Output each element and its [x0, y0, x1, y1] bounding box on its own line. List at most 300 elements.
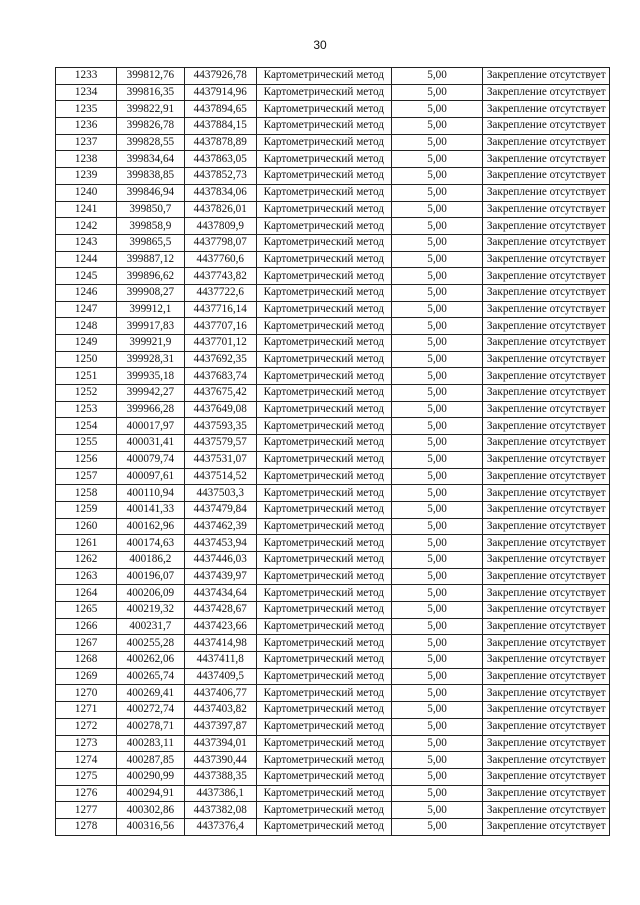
- table-row: [56, 818, 610, 835]
- y-coordinate-cell: 4437531,07: [184, 451, 256, 468]
- y-coordinate-cell: 4437446,03: [184, 551, 256, 568]
- method-cell: Картометрический метод: [256, 501, 391, 518]
- point-number-cell: 1268: [56, 652, 117, 669]
- point-number-cell: 1260: [56, 518, 117, 535]
- fixation-cell: Закрепление отсутствует: [483, 618, 610, 635]
- fixation-cell: Закрепление отсутствует: [483, 485, 610, 502]
- coordinates-table: [55, 67, 610, 836]
- fixation-cell: Закрепление отсутствует: [483, 718, 610, 735]
- y-coordinate-cell: 4437390,44: [184, 752, 256, 769]
- method-cell: Картометрический метод: [256, 585, 391, 602]
- table-row: [56, 752, 610, 769]
- fixation-cell: Закрепление отсутствует: [483, 318, 610, 335]
- table-row: [56, 134, 610, 151]
- x-coordinate-cell: 400262,06: [117, 652, 184, 669]
- y-coordinate-cell: 4437826,01: [184, 201, 256, 218]
- table-row: [56, 635, 610, 652]
- error-cell: 5,00: [391, 735, 483, 752]
- method-cell: Картометрический метод: [256, 568, 391, 585]
- y-coordinate-cell: 4437894,65: [184, 101, 256, 118]
- x-coordinate-cell: 400017,97: [117, 418, 184, 435]
- table-row: [56, 585, 610, 602]
- x-coordinate-cell: 399908,27: [117, 284, 184, 301]
- method-cell: Картометрический метод: [256, 518, 391, 535]
- fixation-cell: Закрепление отсутствует: [483, 234, 610, 251]
- x-coordinate-cell: 400283,11: [117, 735, 184, 752]
- fixation-cell: Закрепление отсутствует: [483, 268, 610, 285]
- error-cell: 5,00: [391, 101, 483, 118]
- x-coordinate-cell: 400031,41: [117, 435, 184, 452]
- point-number-cell: 1270: [56, 685, 117, 702]
- error-cell: 5,00: [391, 702, 483, 719]
- x-coordinate-cell: 400302,86: [117, 802, 184, 819]
- table-row: [56, 201, 610, 218]
- table-row: [56, 251, 610, 268]
- table-row: [56, 685, 610, 702]
- y-coordinate-cell: 4437462,39: [184, 518, 256, 535]
- method-cell: Картометрический метод: [256, 752, 391, 769]
- fixation-cell: Закрепление отсутствует: [483, 168, 610, 185]
- table-row: [56, 335, 610, 352]
- error-cell: 5,00: [391, 284, 483, 301]
- y-coordinate-cell: 4437760,6: [184, 251, 256, 268]
- y-coordinate-cell: 4437386,1: [184, 785, 256, 802]
- x-coordinate-cell: 399912,1: [117, 301, 184, 318]
- table-row: [56, 101, 610, 118]
- y-coordinate-cell: 4437683,74: [184, 368, 256, 385]
- table-row: [56, 535, 610, 552]
- method-cell: Картометрический метод: [256, 301, 391, 318]
- fixation-cell: Закрепление отсутствует: [483, 84, 610, 101]
- method-cell: Картометрический метод: [256, 351, 391, 368]
- x-coordinate-cell: 400272,74: [117, 702, 184, 719]
- fixation-cell: Закрепление отсутствует: [483, 602, 610, 619]
- fixation-cell: Закрепление отсутствует: [483, 101, 610, 118]
- table-row: [56, 268, 610, 285]
- x-coordinate-cell: 400186,2: [117, 551, 184, 568]
- y-coordinate-cell: 4437376,4: [184, 818, 256, 835]
- y-coordinate-cell: 4437514,52: [184, 468, 256, 485]
- point-number-cell: 1238: [56, 151, 117, 168]
- point-number-cell: 1259: [56, 501, 117, 518]
- y-coordinate-cell: 4437411,8: [184, 652, 256, 669]
- x-coordinate-cell: 400219,32: [117, 602, 184, 619]
- method-cell: Картометрический метод: [256, 118, 391, 135]
- fixation-cell: Закрепление отсутствует: [483, 568, 610, 585]
- table-row: [56, 284, 610, 301]
- table-row: [56, 702, 610, 719]
- table-row: [56, 68, 610, 85]
- table-row: [56, 652, 610, 669]
- method-cell: Картометрический метод: [256, 201, 391, 218]
- point-number-cell: 1233: [56, 68, 117, 85]
- fixation-cell: Закрепление отсутствует: [483, 401, 610, 418]
- x-coordinate-cell: 399850,7: [117, 201, 184, 218]
- x-coordinate-cell: 399966,28: [117, 401, 184, 418]
- error-cell: 5,00: [391, 635, 483, 652]
- fixation-cell: Закрепление отсутствует: [483, 785, 610, 802]
- x-coordinate-cell: 399887,12: [117, 251, 184, 268]
- method-cell: Картометрический метод: [256, 735, 391, 752]
- x-coordinate-cell: 399865,5: [117, 234, 184, 251]
- method-cell: Картометрический метод: [256, 618, 391, 635]
- point-number-cell: 1234: [56, 84, 117, 101]
- point-number-cell: 1254: [56, 418, 117, 435]
- method-cell: Картометрический метод: [256, 451, 391, 468]
- x-coordinate-cell: 399822,91: [117, 101, 184, 118]
- table-row: [56, 568, 610, 585]
- method-cell: Картометрический метод: [256, 668, 391, 685]
- fixation-cell: Закрепление отсутствует: [483, 251, 610, 268]
- error-cell: 5,00: [391, 318, 483, 335]
- point-number-cell: 1235: [56, 101, 117, 118]
- point-number-cell: 1249: [56, 335, 117, 352]
- table-row: [56, 435, 610, 452]
- fixation-cell: Закрепление отсутствует: [483, 802, 610, 819]
- method-cell: Картометрический метод: [256, 251, 391, 268]
- point-number-cell: 1245: [56, 268, 117, 285]
- fixation-cell: Закрепление отсутствует: [483, 118, 610, 135]
- fixation-cell: Закрепление отсутствует: [483, 468, 610, 485]
- y-coordinate-cell: 4437852,73: [184, 168, 256, 185]
- table-row: [56, 151, 610, 168]
- point-number-cell: 1264: [56, 585, 117, 602]
- table-row: [56, 468, 610, 485]
- method-cell: Картометрический метод: [256, 68, 391, 85]
- method-cell: Картометрический метод: [256, 685, 391, 702]
- error-cell: 5,00: [391, 84, 483, 101]
- error-cell: 5,00: [391, 268, 483, 285]
- error-cell: 5,00: [391, 668, 483, 685]
- error-cell: 5,00: [391, 535, 483, 552]
- method-cell: Картометрический метод: [256, 184, 391, 201]
- method-cell: Картометрический метод: [256, 635, 391, 652]
- x-coordinate-cell: 400290,99: [117, 768, 184, 785]
- point-number-cell: 1242: [56, 218, 117, 235]
- error-cell: 5,00: [391, 151, 483, 168]
- point-number-cell: 1246: [56, 284, 117, 301]
- point-number-cell: 1240: [56, 184, 117, 201]
- error-cell: 5,00: [391, 201, 483, 218]
- fixation-cell: Закрепление отсутствует: [483, 218, 610, 235]
- point-number-cell: 1274: [56, 752, 117, 769]
- table-row: [56, 518, 610, 535]
- point-number-cell: 1239: [56, 168, 117, 185]
- x-coordinate-cell: 400265,74: [117, 668, 184, 685]
- error-cell: 5,00: [391, 501, 483, 518]
- error-cell: 5,00: [391, 301, 483, 318]
- x-coordinate-cell: 399834,64: [117, 151, 184, 168]
- point-number-cell: 1276: [56, 785, 117, 802]
- fixation-cell: Закрепление отсутствует: [483, 668, 610, 685]
- y-coordinate-cell: 4437394,01: [184, 735, 256, 752]
- y-coordinate-cell: 4437926,78: [184, 68, 256, 85]
- point-number-cell: 1255: [56, 435, 117, 452]
- table-row: [56, 785, 610, 802]
- point-number-cell: 1256: [56, 451, 117, 468]
- fixation-cell: Закрепление отсутствует: [483, 768, 610, 785]
- table-row: [56, 118, 610, 135]
- point-number-cell: 1269: [56, 668, 117, 685]
- error-cell: 5,00: [391, 435, 483, 452]
- y-coordinate-cell: 4437743,82: [184, 268, 256, 285]
- x-coordinate-cell: 400206,09: [117, 585, 184, 602]
- error-cell: 5,00: [391, 602, 483, 619]
- table-row: [56, 718, 610, 735]
- table-row: [56, 451, 610, 468]
- point-number-cell: 1252: [56, 385, 117, 402]
- y-coordinate-cell: 4437593,35: [184, 418, 256, 435]
- point-number-cell: 1244: [56, 251, 117, 268]
- y-coordinate-cell: 4437809,9: [184, 218, 256, 235]
- y-coordinate-cell: 4437428,67: [184, 602, 256, 619]
- x-coordinate-cell: 400097,61: [117, 468, 184, 485]
- fixation-cell: Закрепление отсутствует: [483, 501, 610, 518]
- y-coordinate-cell: 4437388,35: [184, 768, 256, 785]
- x-coordinate-cell: 400255,28: [117, 635, 184, 652]
- point-number-cell: 1247: [56, 301, 117, 318]
- method-cell: Картометрический метод: [256, 268, 391, 285]
- method-cell: Картометрический метод: [256, 335, 391, 352]
- y-coordinate-cell: 4437798,07: [184, 234, 256, 251]
- point-number-cell: 1265: [56, 602, 117, 619]
- table-row: [56, 301, 610, 318]
- table-row: [56, 618, 610, 635]
- point-number-cell: 1275: [56, 768, 117, 785]
- fixation-cell: Закрепление отсутствует: [483, 351, 610, 368]
- fixation-cell: Закрепление отсутствует: [483, 335, 610, 352]
- fixation-cell: Закрепление отсутствует: [483, 702, 610, 719]
- method-cell: Картометрический метод: [256, 234, 391, 251]
- x-coordinate-cell: 399917,83: [117, 318, 184, 335]
- y-coordinate-cell: 4437414,98: [184, 635, 256, 652]
- point-number-cell: 1266: [56, 618, 117, 635]
- y-coordinate-cell: 4437863,05: [184, 151, 256, 168]
- x-coordinate-cell: 400231,7: [117, 618, 184, 635]
- point-number-cell: 1273: [56, 735, 117, 752]
- fixation-cell: Закрепление отсутствует: [483, 184, 610, 201]
- x-coordinate-cell: 399838,85: [117, 168, 184, 185]
- point-number-cell: 1271: [56, 702, 117, 719]
- y-coordinate-cell: 4437423,66: [184, 618, 256, 635]
- table-row: [56, 385, 610, 402]
- method-cell: Картометрический метод: [256, 435, 391, 452]
- fixation-cell: Закрепление отсутствует: [483, 735, 610, 752]
- fixation-cell: Закрепление отсутствует: [483, 201, 610, 218]
- error-cell: 5,00: [391, 418, 483, 435]
- method-cell: Картометрический метод: [256, 652, 391, 669]
- point-number-cell: 1262: [56, 551, 117, 568]
- point-number-cell: 1251: [56, 368, 117, 385]
- method-cell: Картометрический метод: [256, 418, 391, 435]
- fixation-cell: Закрепление отсутствует: [483, 752, 610, 769]
- x-coordinate-cell: 400269,41: [117, 685, 184, 702]
- table-row: [56, 351, 610, 368]
- y-coordinate-cell: 4437409,5: [184, 668, 256, 685]
- method-cell: Картометрический метод: [256, 318, 391, 335]
- y-coordinate-cell: 4437701,12: [184, 335, 256, 352]
- method-cell: Картометрический метод: [256, 768, 391, 785]
- table-row: [56, 184, 610, 201]
- x-coordinate-cell: 399828,55: [117, 134, 184, 151]
- x-coordinate-cell: 399935,18: [117, 368, 184, 385]
- y-coordinate-cell: 4437503,3: [184, 485, 256, 502]
- y-coordinate-cell: 4437722,6: [184, 284, 256, 301]
- method-cell: Картометрический метод: [256, 785, 391, 802]
- error-cell: 5,00: [391, 585, 483, 602]
- x-coordinate-cell: 399812,76: [117, 68, 184, 85]
- method-cell: Картометрический метод: [256, 551, 391, 568]
- error-cell: 5,00: [391, 451, 483, 468]
- error-cell: 5,00: [391, 652, 483, 669]
- y-coordinate-cell: 4437884,15: [184, 118, 256, 135]
- point-number-cell: 1278: [56, 818, 117, 835]
- fixation-cell: Закрепление отсутствует: [483, 635, 610, 652]
- method-cell: Картометрический метод: [256, 368, 391, 385]
- x-coordinate-cell: 400287,85: [117, 752, 184, 769]
- fixation-cell: Закрепление отсутствует: [483, 368, 610, 385]
- point-number-cell: 1243: [56, 234, 117, 251]
- y-coordinate-cell: 4437579,57: [184, 435, 256, 452]
- method-cell: Картометрический метод: [256, 602, 391, 619]
- table-row: [56, 368, 610, 385]
- error-cell: 5,00: [391, 618, 483, 635]
- table-row: [56, 485, 610, 502]
- table-row: [56, 318, 610, 335]
- point-number-cell: 1237: [56, 134, 117, 151]
- point-number-cell: 1267: [56, 635, 117, 652]
- point-number-cell: 1272: [56, 718, 117, 735]
- y-coordinate-cell: 4437382,08: [184, 802, 256, 819]
- error-cell: 5,00: [391, 134, 483, 151]
- x-coordinate-cell: 400196,07: [117, 568, 184, 585]
- fixation-cell: Закрепление отсутствует: [483, 518, 610, 535]
- fixation-cell: Закрепление отсутствует: [483, 418, 610, 435]
- x-coordinate-cell: 400141,33: [117, 501, 184, 518]
- error-cell: 5,00: [391, 335, 483, 352]
- method-cell: Картометрический метод: [256, 485, 391, 502]
- table-row: [56, 84, 610, 101]
- x-coordinate-cell: 400079,74: [117, 451, 184, 468]
- error-cell: 5,00: [391, 518, 483, 535]
- x-coordinate-cell: 400162,96: [117, 518, 184, 535]
- page-number: 30: [313, 38, 327, 52]
- error-cell: 5,00: [391, 118, 483, 135]
- error-cell: 5,00: [391, 218, 483, 235]
- point-number-cell: 1257: [56, 468, 117, 485]
- y-coordinate-cell: 4437834,06: [184, 184, 256, 201]
- x-coordinate-cell: 399846,94: [117, 184, 184, 201]
- error-cell: 5,00: [391, 184, 483, 201]
- table-row: [56, 602, 610, 619]
- x-coordinate-cell: 399896,62: [117, 268, 184, 285]
- fixation-cell: Закрепление отсутствует: [483, 301, 610, 318]
- error-cell: 5,00: [391, 818, 483, 835]
- point-number-cell: 1250: [56, 351, 117, 368]
- x-coordinate-cell: 399816,35: [117, 84, 184, 101]
- point-number-cell: 1258: [56, 485, 117, 502]
- method-cell: Картометрический метод: [256, 284, 391, 301]
- fixation-cell: Закрепление отсутствует: [483, 585, 610, 602]
- method-cell: Картометрический метод: [256, 168, 391, 185]
- method-cell: Картометрический метод: [256, 84, 391, 101]
- table-row: [56, 551, 610, 568]
- fixation-cell: Закрепление отсутствует: [483, 435, 610, 452]
- error-cell: 5,00: [391, 785, 483, 802]
- y-coordinate-cell: 4437434,64: [184, 585, 256, 602]
- y-coordinate-cell: 4437675,42: [184, 385, 256, 402]
- x-coordinate-cell: 400174,63: [117, 535, 184, 552]
- error-cell: 5,00: [391, 468, 483, 485]
- method-cell: Картометрический метод: [256, 101, 391, 118]
- error-cell: 5,00: [391, 251, 483, 268]
- method-cell: Картометрический метод: [256, 401, 391, 418]
- y-coordinate-cell: 4437914,96: [184, 84, 256, 101]
- method-cell: Картометрический метод: [256, 218, 391, 235]
- error-cell: 5,00: [391, 68, 483, 85]
- method-cell: Картометрический метод: [256, 468, 391, 485]
- error-cell: 5,00: [391, 168, 483, 185]
- point-number-cell: 1277: [56, 802, 117, 819]
- x-coordinate-cell: 399858,9: [117, 218, 184, 235]
- method-cell: Картометрический метод: [256, 385, 391, 402]
- x-coordinate-cell: 400278,71: [117, 718, 184, 735]
- fixation-cell: Закрепление отсутствует: [483, 284, 610, 301]
- method-cell: Картометрический метод: [256, 134, 391, 151]
- point-number-cell: 1263: [56, 568, 117, 585]
- error-cell: 5,00: [391, 718, 483, 735]
- y-coordinate-cell: 4437479,84: [184, 501, 256, 518]
- table-body: [56, 68, 610, 836]
- method-cell: Картометрический метод: [256, 151, 391, 168]
- table-row: [56, 668, 610, 685]
- y-coordinate-cell: 4437716,14: [184, 301, 256, 318]
- point-number-cell: 1248: [56, 318, 117, 335]
- point-number-cell: 1253: [56, 401, 117, 418]
- fixation-cell: Закрепление отсутствует: [483, 451, 610, 468]
- point-number-cell: 1261: [56, 535, 117, 552]
- error-cell: 5,00: [391, 752, 483, 769]
- table-row: [56, 802, 610, 819]
- fixation-cell: Закрепление отсутствует: [483, 68, 610, 85]
- fixation-cell: Закрепление отсутствует: [483, 385, 610, 402]
- y-coordinate-cell: 4437707,16: [184, 318, 256, 335]
- table-row: [56, 735, 610, 752]
- x-coordinate-cell: 400316,56: [117, 818, 184, 835]
- error-cell: 5,00: [391, 685, 483, 702]
- method-cell: Картометрический метод: [256, 818, 391, 835]
- fixation-cell: Закрепление отсутствует: [483, 134, 610, 151]
- error-cell: 5,00: [391, 368, 483, 385]
- y-coordinate-cell: 4437878,89: [184, 134, 256, 151]
- error-cell: 5,00: [391, 234, 483, 251]
- fixation-cell: Закрепление отсутствует: [483, 535, 610, 552]
- error-cell: 5,00: [391, 351, 483, 368]
- error-cell: 5,00: [391, 551, 483, 568]
- error-cell: 5,00: [391, 401, 483, 418]
- method-cell: Картометрический метод: [256, 535, 391, 552]
- table-row: [56, 768, 610, 785]
- error-cell: 5,00: [391, 802, 483, 819]
- fixation-cell: Закрепление отсутствует: [483, 818, 610, 835]
- table-row: [56, 418, 610, 435]
- error-cell: 5,00: [391, 768, 483, 785]
- x-coordinate-cell: 400110,94: [117, 485, 184, 502]
- x-coordinate-cell: 400294,91: [117, 785, 184, 802]
- table-row: [56, 234, 610, 251]
- method-cell: Картометрический метод: [256, 702, 391, 719]
- method-cell: Картометрический метод: [256, 718, 391, 735]
